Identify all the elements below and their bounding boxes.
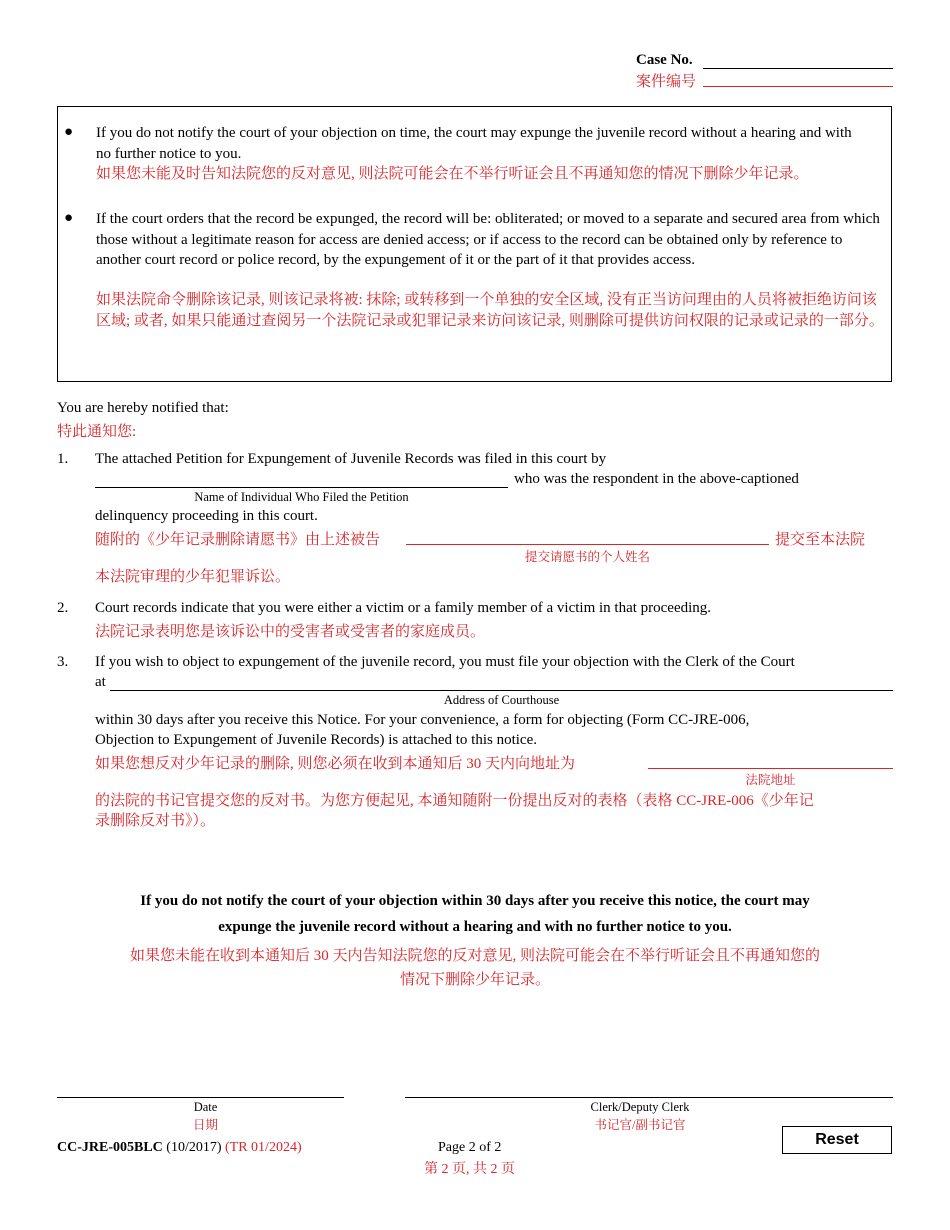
case-no-field-zh-line bbox=[703, 86, 893, 87]
bullet-icon: ● bbox=[64, 210, 74, 226]
bullet-icon: ● bbox=[64, 124, 74, 140]
case-no-label: Case No. bbox=[636, 52, 693, 68]
item-2-en: Court records indicate that you were either a victim or a family member of a victim in that proceeding. bbox=[95, 600, 712, 616]
item-2-number: 2. bbox=[57, 600, 69, 616]
courthouse-address-caption-zh: 法院地址 bbox=[745, 773, 796, 787]
item-3-line-4: Objection to Expungement of Juvenile Records) is attached to this notice. bbox=[95, 732, 537, 748]
item-3-zh-line-3: 录删除反对书》）。 bbox=[95, 813, 216, 829]
form-id: CC-JRE-005BLC bbox=[57, 1140, 163, 1155]
reset-button[interactable]: Reset bbox=[782, 1126, 892, 1154]
warning-zh-line-1: 如果您未能在收到本通知后 30 天内告知法院您的反对意见, 则法院可能会在不举行听证会且不再通知您的 bbox=[129, 948, 820, 964]
page-number-zh: 第 2 页, 共 2 页 bbox=[424, 1162, 515, 1177]
item-3-zh-line-2: 的法院的书记官提交您的反对书。为您方便起见, 本通知随附一份提出反对的表格（表格 CC-JRE-006《少年记 bbox=[95, 793, 814, 809]
clerk-signature-field[interactable] bbox=[405, 1097, 893, 1098]
notified-heading: You are hereby notified that: bbox=[57, 400, 229, 416]
clerk-label-zh: 书记官/副书记官 bbox=[594, 1118, 686, 1132]
courthouse-address-field[interactable] bbox=[110, 690, 893, 691]
form-tr: (TR 01/2024) bbox=[225, 1140, 302, 1155]
item-1-after-blank: who was the respondent in the above-captioned bbox=[514, 471, 799, 487]
warning-en-line-1: If you do not notify the court of your objection within 30 days after you receive this notice, the court may bbox=[140, 893, 810, 909]
item-3-zh-line-1: 如果您想反对少年记录的删除, 则您必须在收到本通知后 30 天内向地址为 bbox=[95, 756, 576, 772]
page-number: Page 2 of 2 bbox=[438, 1140, 502, 1155]
petitioner-name-caption-zh: 提交请愿书的个人姓名 bbox=[524, 550, 650, 564]
notice-bullet-1-zh: 如果您未能及时告知法院您的反对意见, 则法院可能会在不举行听证会且不再通知您的情况下删除少年记录。 bbox=[96, 166, 809, 182]
item-3-line-3: within 30 days after you receive this Notice. For your convenience, a form for objecting (Form CC-JRE-006, bbox=[95, 712, 750, 728]
warning-en-line-2: expunge the juvenile record without a hearing and with no further notice to you. bbox=[218, 919, 732, 935]
case-no-field[interactable] bbox=[703, 68, 893, 69]
notice-bullet-2-en: If the court orders that the record be expunged, the record will be: obliterated; or moved to a separate and secured area from which those without a legitimate reason for access are denied access; or if access to the record can be obtained only by reference to another court record or police record, by the expungement of it or the part of it that provides access. bbox=[96, 211, 880, 268]
notice-bullet-1-en: If you do not notify the court of your objection on time, the court may expunge the juvenile record without a hearing and with no further notice to you. bbox=[96, 125, 852, 162]
clerk-label: Clerk/Deputy Clerk bbox=[590, 1100, 690, 1114]
courthouse-address-zh-line bbox=[648, 768, 893, 769]
petitioner-name-caption: Name of Individual Who Filed the Petition bbox=[194, 490, 409, 504]
item-1-zh-part-1: 随附的《少年记录删除请愿书》由上述被告 bbox=[95, 532, 381, 548]
courthouse-address-caption: Address of Courthouse bbox=[443, 693, 560, 707]
item-1-line-1: The attached Petition for Expungement of Juvenile Records was filed in this court by bbox=[95, 451, 607, 467]
case-no-label-zh: 案件编号 bbox=[636, 74, 697, 90]
item-1-zh-line-2: 本法院审理的少年犯罪诉讼。 bbox=[95, 569, 291, 585]
item-1-number: 1. bbox=[57, 451, 69, 467]
item-2-zh: 法院记录表明您是该诉讼中的受害者或受害者的家庭成员。 bbox=[95, 624, 486, 640]
item-3-number: 3. bbox=[57, 654, 69, 670]
date-field[interactable] bbox=[57, 1097, 344, 1098]
date-label-zh: 日期 bbox=[192, 1118, 218, 1132]
form-date: (10/2017) bbox=[166, 1140, 222, 1155]
item-1-zh-part-2: 提交至本法院 bbox=[775, 532, 866, 548]
date-label: Date bbox=[193, 1100, 218, 1114]
notified-heading-zh: 特此通知您: bbox=[57, 424, 137, 440]
item-3-line-1: If you wish to object to expungement of the juvenile record, you must file your objection with the Clerk of the Court bbox=[95, 654, 795, 670]
petitioner-name-zh-line bbox=[406, 544, 769, 545]
notice-bullet-2-zh: 如果法院命令删除该记录, 则该记录将被: 抹除; 或转移到一个单独的安全区域, 没有正当访问理由的人员将被拒绝访问该区域; 或者, 如果只能通过查阅另一个法院记录或犯罪记录来访问该记录, 则删除可提供访问权限的记录或记录的一部分。 bbox=[96, 292, 884, 329]
form-identifier bbox=[57, 1140, 302, 1156]
petitioner-name-field[interactable] bbox=[95, 487, 508, 488]
warning-zh-line-2: 情况下删除少年记录。 bbox=[399, 972, 550, 988]
item-1-line-3: delinquency proceeding in this court. bbox=[95, 508, 318, 524]
item-3-at: at bbox=[95, 674, 106, 690]
